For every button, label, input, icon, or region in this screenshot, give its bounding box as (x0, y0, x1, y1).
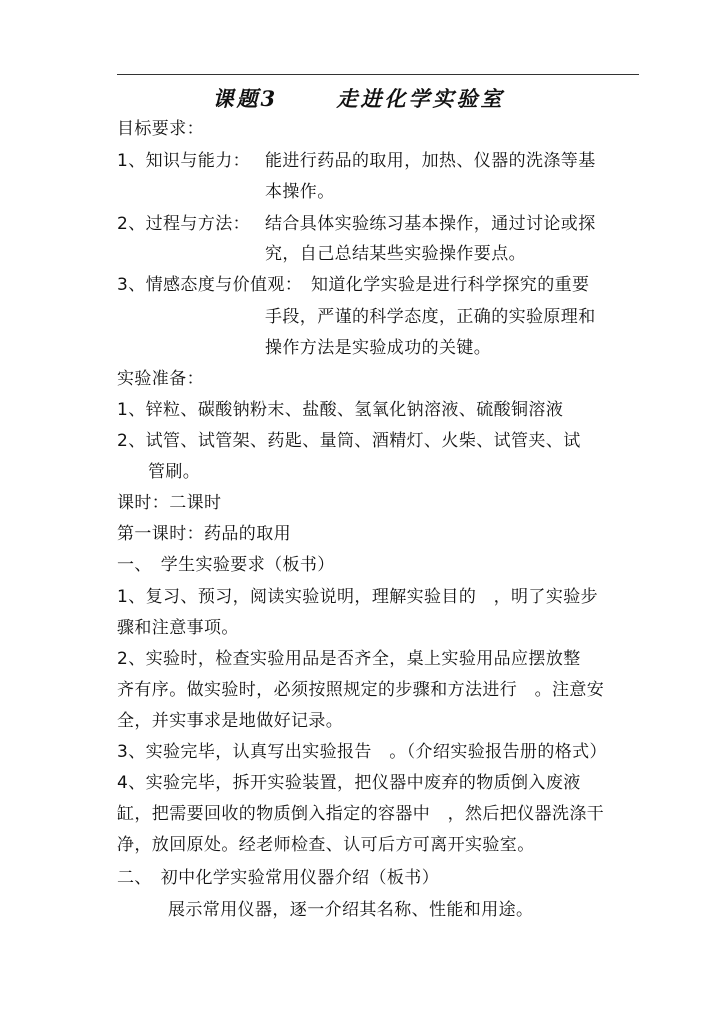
requirement-line: 全，并实事求是地做好记录。 (117, 711, 344, 731)
requirement-line: 2、实验时，检查实验用品是否齐全，桌上实验用品应摆放整 (117, 649, 581, 669)
goal-1-text-line2: 本操作。 (265, 182, 335, 202)
goal-3-text-line1: 知道化学实验是进行科学探究的重要 (311, 275, 590, 295)
prep-item-2: 2、试管、试管架、药匙、量筒、酒精灯、火柴、试管夹、试 (117, 431, 581, 451)
goal-heading: 目标要求： (117, 119, 204, 139)
requirement-line: 3、实验完毕，认真写出实验报告 。（介绍实验报告册的格式） (117, 742, 607, 762)
goal-1-text-line1: 能进行药品的取用，加热、仪器的洗涤等基 (265, 151, 596, 171)
goal-2-text-line2: 究，自己总结某些实验操作要点。 (265, 244, 526, 264)
prep-heading: 实验准备： (117, 369, 204, 389)
lesson-1-heading: 第一课时：药品的取用 (117, 524, 291, 544)
requirement-line: 骤和注意事项。 (117, 618, 239, 638)
section-2-text: 展示常用仪器，逐一介绍其名称、性能和用途。 (168, 900, 534, 920)
goal-3-text-line2: 手段，严谨的科学态度，正确的实验原理和 (265, 307, 596, 327)
lesson-hours: 课时：二课时 (117, 493, 222, 513)
section-2-heading: 二、 初中化学实验常用仪器介绍（板书） (117, 868, 440, 888)
requirement-line: 齐有序。做实验时，必须按照规定的步骤和方法进行 。注意安 (117, 680, 605, 700)
requirement-line: 缸，把需要回收的物质倒入指定的容器中 ，然后把仪器洗涤干 (117, 804, 605, 824)
goal-3-label: 3、情感态度与价值观： (117, 275, 303, 295)
prep-item-1: 1、锌粒、碳酸钠粉末、盐酸、氢氧化钠溶液、硫酸铜溶液 (117, 400, 564, 420)
goal-2-text-line1: 结合具体实验练习基本操作，通过讨论或探 (265, 214, 596, 234)
section-1-heading: 一、 学生实验要求（板书） (117, 555, 335, 575)
lesson-title: 课题3 走进化学实验室 (212, 86, 505, 111)
goal-3-text-line3: 操作方法是实验成功的关键。 (265, 338, 492, 358)
goal-1-label: 1、知识与能力： (117, 151, 251, 171)
requirement-line: 净，放回原处。经老师检查、认可后方可离开实验室。 (117, 835, 535, 855)
header-rule (117, 74, 639, 75)
goal-2-label: 2、过程与方法： (117, 214, 251, 234)
prep-item-2-cont: 管刷。 (148, 462, 201, 482)
requirement-line: 1、复习、预习，阅读实验说明，理解实验目的 ，明了实验步 (117, 587, 599, 607)
requirement-line: 4、实验完毕，拆开实验装置，把仪器中废弃的物质倒入废液 (117, 773, 581, 793)
